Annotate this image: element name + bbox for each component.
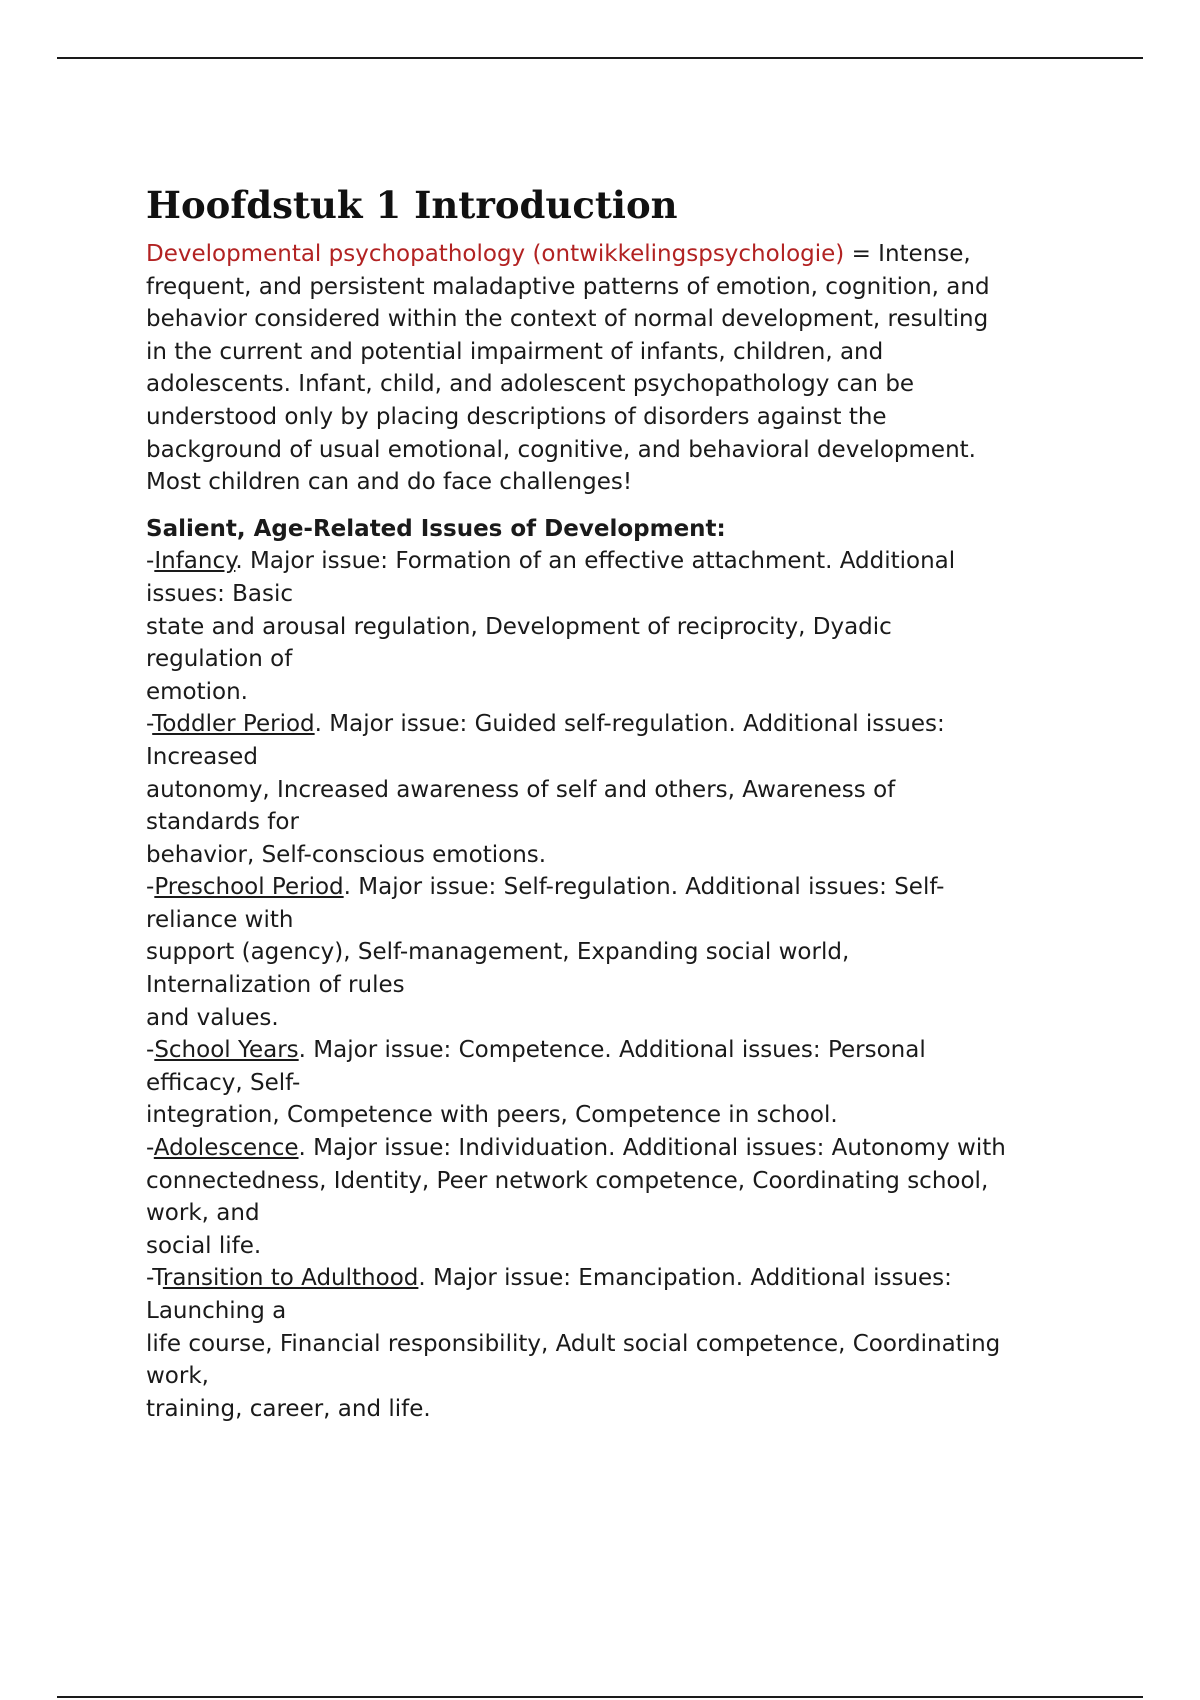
stage-entry-line: connectedness, Identity, Peer network competence, Coordinating school, [146, 1167, 989, 1194]
stage-entry-first-line [146, 1034, 1076, 1067]
section-heading: Salient, Age-Related Issues of Development: [146, 515, 726, 542]
stage-entry-first-line [146, 545, 1076, 578]
stage-entry-infancy [146, 545, 1076, 708]
stage-first-line-rest: . Major issue: Individuation. Additional issues: Autonomy with [298, 1135, 1006, 1162]
definition-term: Developmental psychopathology (ontwikkelingspsychologie) [146, 241, 845, 267]
definition-line: adolescents. Infant, child, and adolescent psychopathology can be [146, 371, 915, 398]
definition-line: understood only by placing descriptions of disorders against the [146, 403, 887, 430]
definition-line: background of usual emotional, cognitive, and behavioral development. [146, 436, 976, 463]
stage-entry-preschool-period [146, 871, 1076, 1034]
page-bottom-rule [57, 1696, 1143, 1698]
stage-prefix: - [146, 874, 155, 901]
stage-entry-toddler-period [146, 708, 1076, 871]
stage-entry-first-line [146, 871, 1076, 904]
stage-entry-line: life course, Financial responsibility, Adult social competence, Coordinating [146, 1330, 1001, 1357]
stage-entry-line: reliance with [146, 906, 294, 933]
stage-entry-adolescence [146, 1132, 1076, 1262]
stage-name: Preschool Period [154, 874, 344, 901]
stage-entry-line: behavior, Self-conscious emotions. [146, 841, 547, 868]
definition-line: frequent, and persistent maladaptive patterns of emotion, cognition, and [146, 273, 990, 300]
stage-entry-line: state and arousal regulation, Development of reciprocity, Dyadic [146, 613, 892, 640]
stage-first-line-rest: . Major issue: Self-regulation. Additional issues: Self- [343, 874, 945, 901]
stage-prefix: - [146, 1135, 154, 1162]
stage-entry-line: standards for [146, 809, 299, 836]
stage-first-line-rest: . Major issue: Emancipation. Additional issues: [418, 1265, 952, 1292]
stage-name: Adolescence [153, 1135, 299, 1162]
stage-entry-line: efficacy, Self- [146, 1069, 301, 1096]
stage-prefix: - [146, 711, 153, 738]
page-title: Hoofdstuk 1 Introduction [146, 183, 678, 227]
definition-line: Most children can and do face challenges! [146, 469, 633, 496]
stage-first-line-rest: . Major issue: Competence. Additional issues: Personal [298, 1037, 926, 1064]
document-content [146, 180, 1076, 1425]
stage-entry-line: issues: Basic [146, 580, 294, 607]
stage-entry-line: autonomy, Increased awareness of self and others, Awareness of [146, 776, 896, 803]
definition-line: in the current and potential impairment of infants, children, and [146, 338, 884, 365]
stage-prefix: -T [146, 1265, 163, 1292]
stage-entry-line: regulation of [146, 646, 293, 673]
stage-first-line-rest: . Major issue: Formation of an effective attachment. Additional [235, 548, 956, 575]
stage-entry-line: work, and [146, 1200, 260, 1227]
stage-name: Infancy [154, 548, 236, 575]
definition-first-line [146, 238, 1076, 271]
stage-first-line-rest: . Major issue: Guided self-regulation. Additional issues: [314, 711, 945, 738]
stage-name: School Years [154, 1037, 299, 1064]
stage-entry-line: Internalization of rules [146, 972, 405, 999]
stage-prefix: - [146, 1037, 155, 1064]
stage-entry-line: emotion. [146, 678, 248, 705]
definition-first-line-rest: = Intense, [844, 241, 971, 267]
stage-entry-line: integration, Competence with peers, Competence in school. [146, 1102, 838, 1129]
stage-entry-line: social life. [146, 1232, 262, 1259]
stage-name: Toddler Period [152, 711, 315, 738]
stage-entry-transition-to-adulthood [146, 1262, 1076, 1425]
stage-entry-line: support (agency), Self-management, Expanding social world, [146, 939, 850, 966]
stage-entry-line: Increased [146, 743, 258, 770]
definition-paragraph [146, 238, 1076, 499]
stage-name: ransition to Adulthood [162, 1265, 419, 1292]
stage-entry-line: work, [146, 1363, 209, 1390]
stage-entry-first-line [146, 1262, 1076, 1295]
definition-line: behavior considered within the context of normal development, resulting [146, 306, 989, 333]
stage-entry-school-years [146, 1034, 1076, 1132]
stage-prefix: - [146, 548, 155, 575]
page-top-rule [57, 57, 1143, 59]
stage-entry-line: and values. [146, 1004, 279, 1031]
stage-entry-first-line [146, 708, 1076, 741]
stage-entry-line: Launching a [146, 1298, 287, 1324]
stage-entry-line: training, career, and life. [146, 1395, 431, 1422]
stage-entry-first-line [146, 1132, 1076, 1165]
